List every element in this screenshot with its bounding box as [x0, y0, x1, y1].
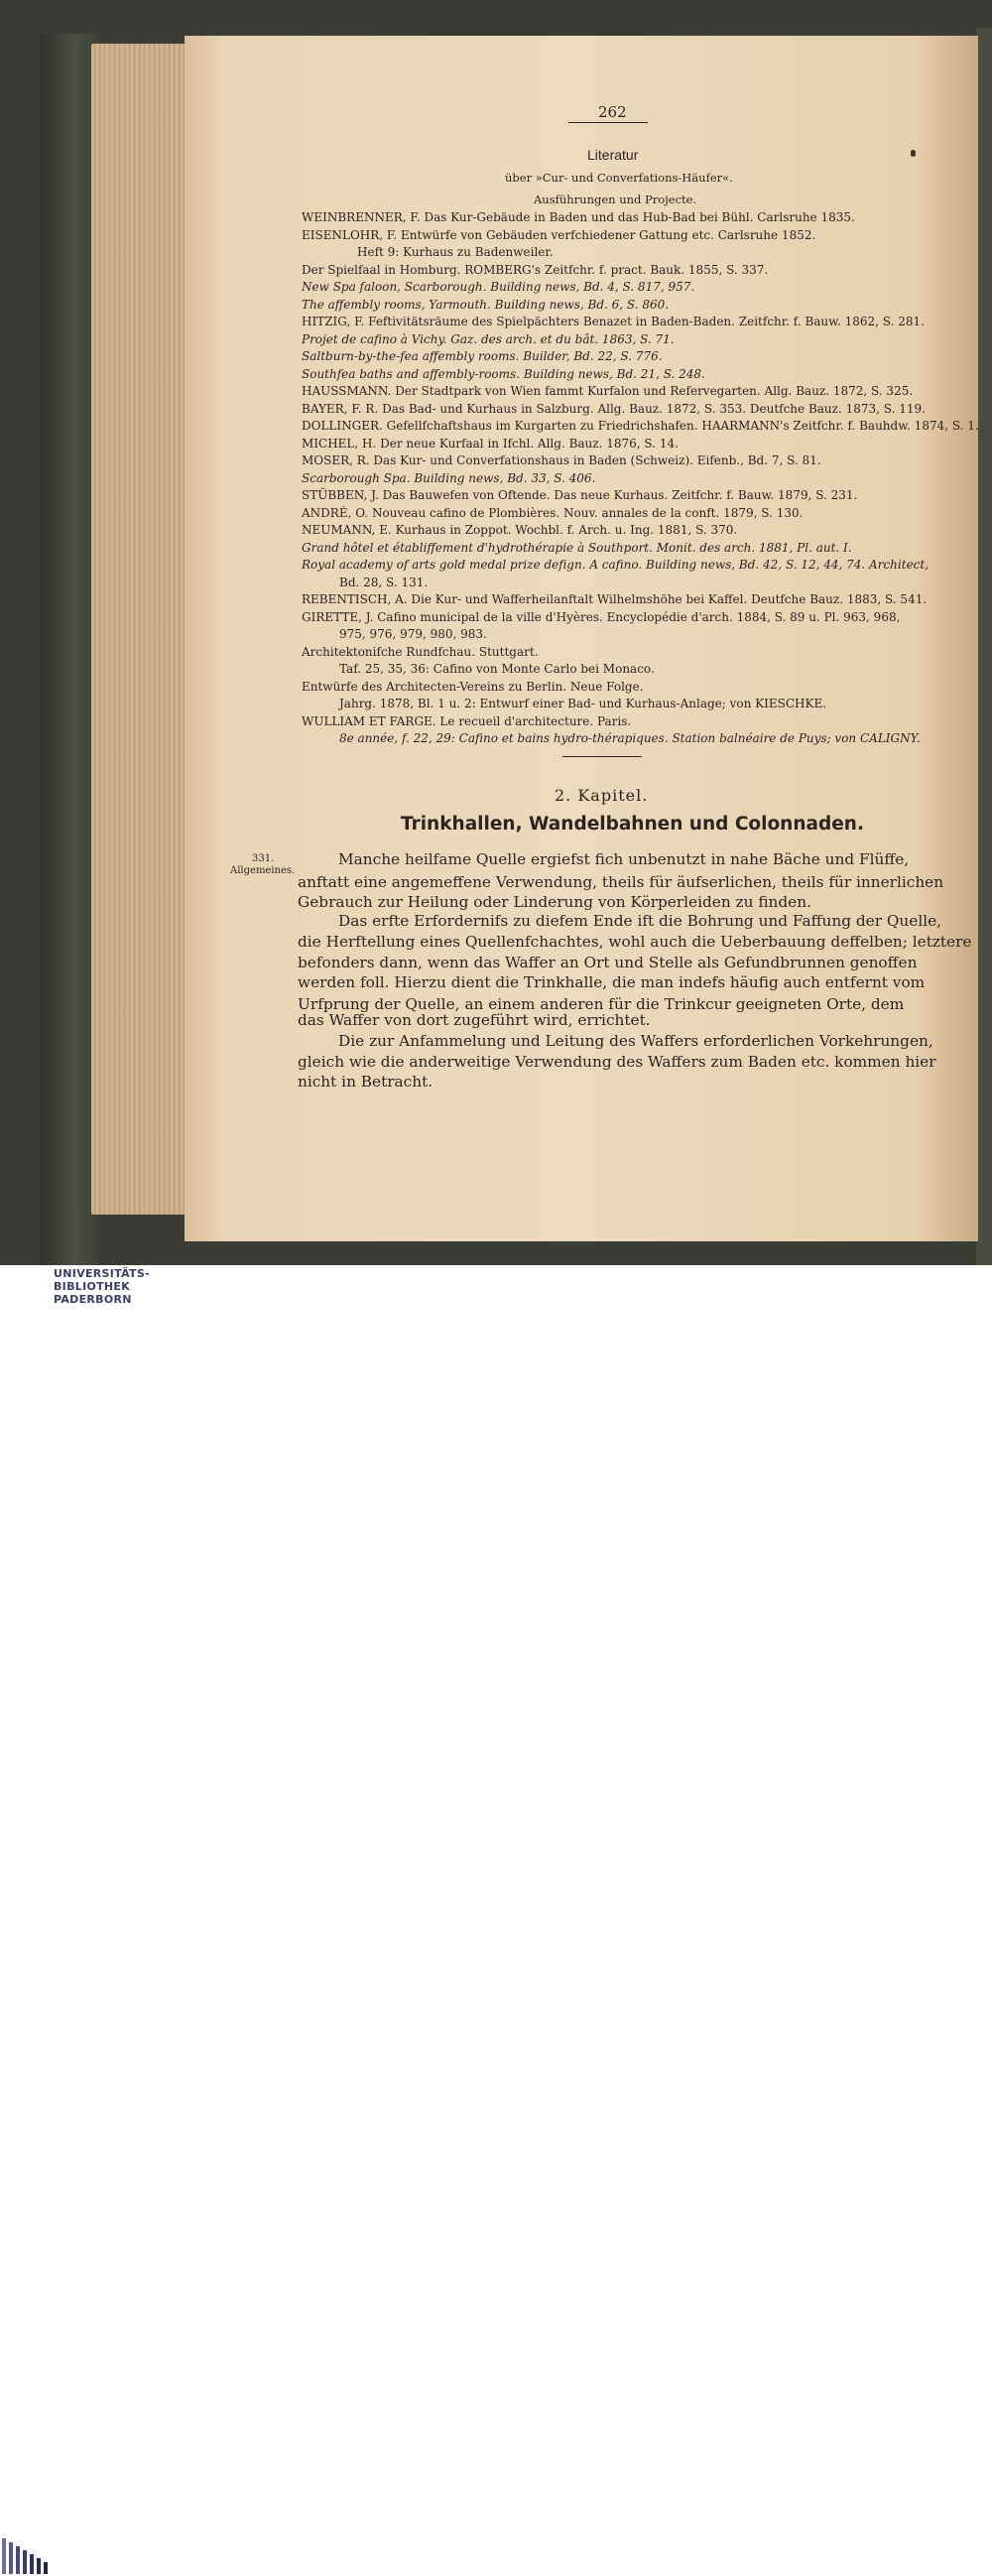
body-line: Urfprung der Quelle, an einem anderen für die Trinkcur geeigneten Orte, dem: [298, 995, 905, 1013]
body-line: Manche heilfame Quelle ergiefst fich unbenutzt in nahe Bäche und Flüffe,: [338, 850, 910, 868]
bibliography-entry: The affembly rooms, Yarmouth. Building news, Bd. 6, S. 860.: [302, 298, 670, 312]
bibliography-entry: WEINBRENNER, F. Das Kur-Gebäude in Baden und das Hub-Bad bei Bühl. Carlsruhe 1835.: [302, 210, 855, 224]
bibliography-entry: EISENLOHR, F. Entwürfe von Gebäuden verfchiedener Gattung etc. Carlsruhe 1852.: [302, 228, 816, 242]
book-cover-left: [40, 34, 99, 1265]
body-line: werden foll. Hierzu dient die Trinkhalle, die man indefs häufig auch entfernt vom: [298, 973, 926, 991]
bibliography-entry: Scarborough Spa. Building news, Bd. 33, S. 406.: [302, 471, 596, 485]
bibliography-entry: Entwürfe des Architecten-Vereins zu Berlin. Neue Folge.: [302, 680, 644, 694]
margin-note-label: Allgemeines.: [230, 865, 296, 876]
bibliography-entry: Grand hôtel et établiffement d'hydrothérapie à Southport. Monit. des arch. 1881, Pl. aut. I.: [302, 541, 852, 555]
bibliography-entry: Saltburn-by-the-fea affembly rooms. Builder, Bd. 22, S. 776.: [302, 349, 663, 363]
body-line: Die zur Anfammelung und Leitung des Waffers erforderlichen Vorkehrungen,: [338, 1032, 933, 1050]
bibliography-entry: DOLLINGER. Gefellfchaftshaus im Kurgarten zu Friedrichshafen. HAARMANN's Zeitfchr. f. Bauhdw. 1874, S. 1.: [302, 419, 979, 433]
page-edges: [91, 44, 186, 1215]
bibliography-entry: Architektonifche Rundfchau. Stuttgart.: [302, 645, 539, 659]
body-line: das Waffer von dort zugeführt wird, errichtet.: [298, 1011, 651, 1029]
body-line: anftatt eine angemeffene Verwendung, theils für äufserlichen, theils für innerlichen: [298, 873, 944, 891]
bibliography-entry: NEUMANN, E. Kurhaus in Zoppot. Wochbl. f. Arch. u. Ing. 1881, S. 370.: [302, 523, 738, 537]
library-logo-icon: [0, 2536, 52, 2576]
bibliography-entry: Taf. 25, 35, 36: Cafino von Monte Carlo bei Monaco.: [339, 662, 655, 676]
bibliography-entry: Southfea baths and affembly-rooms. Building news, Bd. 21, S. 248.: [302, 367, 705, 381]
chapter-number: 2. Kapitel.: [555, 786, 649, 805]
library-logo-text: BIBLIOTHEK: [54, 1280, 131, 1293]
bibliography-entry: REBENTISCH, A. Die Kur- und Wafferheilanftalt Wilhelmshöhe bei Kaffel. Deutfche Bauz. 1883, S. 541.: [302, 592, 928, 606]
chapter-rule: [562, 756, 642, 757]
chapter-title: Trinkhallen, Wandelbahnen und Colonnaden.: [401, 814, 864, 835]
literature-heading: Literatur: [587, 147, 639, 163]
ink-dot: [911, 150, 916, 157]
bibliography-entry: HITZIG, F. Feftivitätsräume des Spielpächters Benazet in Baden-Baden. Zeitfchr. f. Bauw. 1862, S. 281.: [302, 315, 925, 328]
bibliography-entry: WULLIAM ET FARGE. Le recueil d'architecture. Paris.: [302, 714, 632, 728]
bibliography-entry: BAYER, F. R. Das Bad- und Kurhaus in Salzburg. Allg. Bauz. 1872, S. 353. Deutfche Bauz. 1873, S. 119.: [302, 402, 926, 416]
bibliography-entry: ANDRÉ, O. Nouveau cafino de Plombières. Nouv. annales de la conft. 1879, S. 130.: [302, 506, 804, 520]
body-line: nicht in Betracht.: [298, 1073, 434, 1091]
library-logo-text: PADERBORN: [54, 1293, 132, 1306]
bibliography-entry: GIRETTE, J. Cafino municipal de la ville d'Hyères. Encyclopédie d'arch. 1884, S. 89 u. Pl. 963, 968,: [302, 610, 901, 624]
body-line: Das erfte Erfordernifs zu diefem Ende ift die Bohrung und Faffung der Quelle,: [338, 912, 942, 930]
body-line: die Herftellung eines Quellenfchachtes, wohl auch die Ueberbauung deffelben; letztere: [298, 933, 972, 951]
margin-note-number: 331.: [252, 853, 275, 864]
bibliography-entry: Heft 9: Kurhaus zu Badenweiler.: [357, 245, 554, 259]
page-number-rule: [568, 122, 648, 123]
bibliography-entry: 975, 976, 979, 980, 983.: [339, 627, 487, 641]
book-scan: [0, 0, 992, 1265]
book-cover-right: [976, 28, 992, 1265]
body-line: Gebrauch zur Heilung oder Linderung von Körperleiden zu finden.: [298, 893, 811, 911]
bibliography-entry: Bd. 28, S. 131.: [339, 576, 429, 589]
bibliography-entry: Jahrg. 1878, Bl. 1 u. 2: Entwurf einer Bad- und Kurhaus-Anlage; von KIESCHKE.: [339, 697, 827, 710]
body-line: befonders dann, wenn das Waffer an Ort und Stelle als Gefundbrunnen genoffen: [298, 954, 918, 971]
bibliography-entry: HAUSSMANN. Der Stadtpark von Wien fammt Kurfalon und Refervegarten. Allg. Bauz. 1872, S. 325.: [302, 384, 914, 398]
bibliography-entry: New Spa faloon, Scarborough. Building news, Bd. 4, S. 817, 957.: [302, 280, 695, 294]
library-footer: [0, 1265, 992, 1317]
literature-subsection: Ausführungen und Projecte.: [534, 193, 697, 206]
bibliography-entry: Projet de cafino à Vichy. Gaz. des arch. et du bât. 1863, S. 71.: [302, 332, 675, 346]
bibliography-entry: MICHEL, H. Der neue Kurfaal in Ifchl. Allg. Bauz. 1876, S. 14.: [302, 437, 679, 451]
bibliography-entry: Royal academy of arts gold medal prize defign. A cafino. Building news, Bd. 42, S. 12, 44, 74. Architect,: [302, 558, 930, 572]
literature-subtitle: über »Cur- und Converfations-Häufer«.: [505, 171, 733, 185]
bibliography-entry: 8e année, f. 22, 29: Cafino et bains hydro-thérapiques. Station balnéaire de Puys; von CALIGNY.: [339, 731, 921, 745]
bibliography-entry: STÜBBEN, J. Das Bauwefen von Oftende. Das neue Kurhaus. Zeitfchr. f. Bauw. 1879, S. 231.: [302, 488, 858, 502]
bibliography-entry: MOSER, R. Das Kur- und Converfationshaus in Baden (Schweiz). Eifenb., Bd. 7, S. 81.: [302, 453, 821, 467]
library-logo-text: UNIVERSITÄTS-: [54, 1267, 150, 1280]
page-number: 262: [598, 103, 627, 121]
body-line: gleich wie die anderweitige Verwendung des Waffers zum Baden etc. kommen hier: [298, 1053, 936, 1071]
bibliography-entry: Der Spielfaal in Homburg. ROMBERG's Zeitfchr. f. pract. Bauk. 1855, S. 337.: [302, 263, 769, 277]
